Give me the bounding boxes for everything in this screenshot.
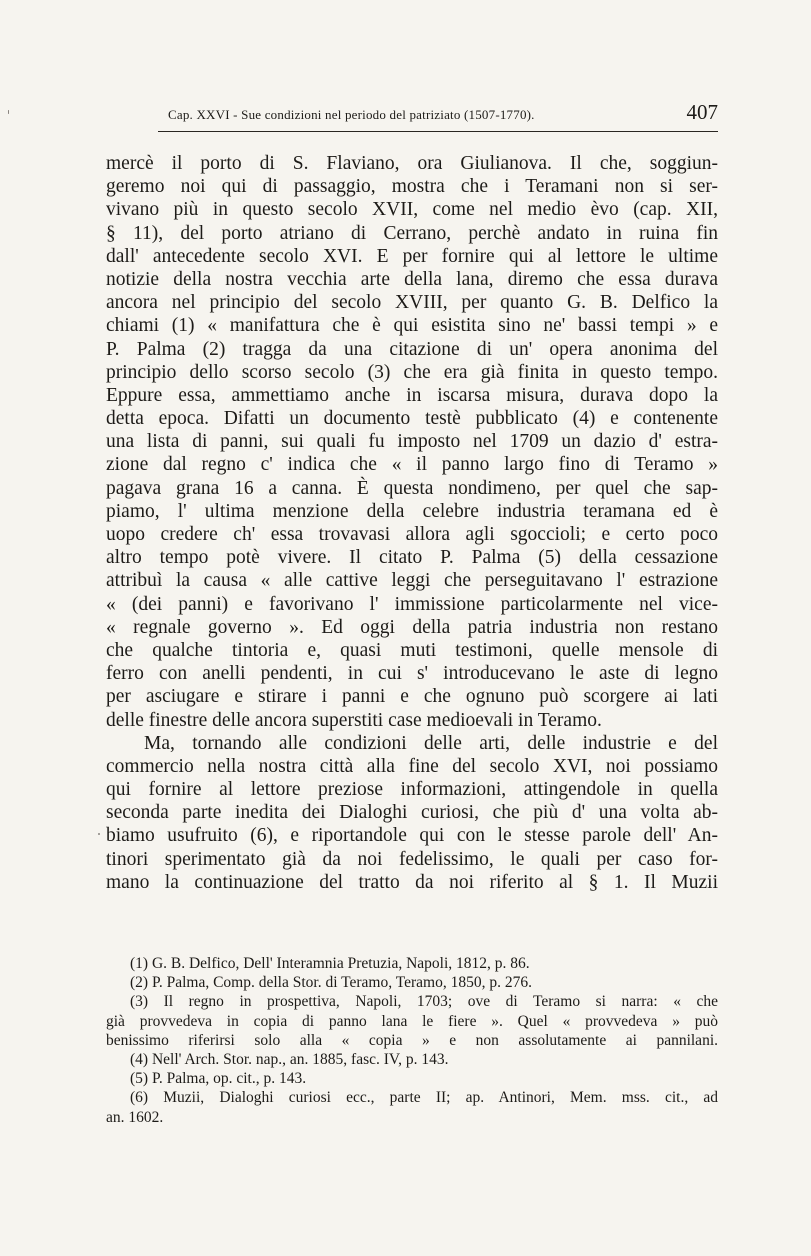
text-line: mano la continuazione del tratto da noi riferito al § 1. Il Muzii <box>106 871 718 893</box>
footnotes <box>106 954 718 1127</box>
body-text <box>106 152 718 894</box>
text-line: P. Palma (2) tragga da una citazione di un' opera anonima del <box>106 338 718 360</box>
text-line: « regnale governo ». Ed oggi della patria industria non restano <box>106 616 718 638</box>
header-rule <box>158 131 718 132</box>
text-line: chiami (1) « manifattura che è qui esistita sino ne' bassi tempi » e <box>106 315 718 337</box>
text-line: pagava grana 16 a canna. È questa nondimeno, per quel che sap- <box>106 477 718 499</box>
footnote-line: (5) P. Palma, op. cit., p. 143. <box>130 1070 307 1088</box>
footnote-line: an. 1602. <box>106 1108 164 1126</box>
text-line: una lista di panni, sui quali fu imposto nel 1709 un dazio d' estra- <box>106 431 718 453</box>
text-line: delle finestre delle ancora superstiti case medioevali in Teramo. <box>106 709 602 731</box>
chapter-title: Cap. XXVI - Sue condizioni nel periodo del patriziato (1507-1770). <box>168 107 535 122</box>
text-line: ancora nel principio del secolo XVIII, per quanto G. B. Delfico la <box>106 292 718 314</box>
text-line: Eppure essa, ammettiamo anche in iscarsa misura, durava dopo la <box>106 384 718 406</box>
text-line: vivano più in questo secolo XVII, come nel medio èvo (cap. XII, <box>106 199 718 221</box>
text-line: uopo credere ch' essa trovavasi allora agli sgoccioli; e certo poco <box>106 524 718 545</box>
footnote-line: benissimo riferirsi solo alla « copia » e non assolutamente ai pannilani. <box>106 1031 718 1049</box>
text-line: detta epoca. Difatti un documento testè pubblicato (4) e contenente <box>106 408 718 430</box>
text-line: notizie della nostra vecchia arte della lana, diremo che essa durava <box>106 268 718 290</box>
text-line: piamo, l' ultima menzione della celebre industria teramana ed è <box>106 500 718 522</box>
footnote-line: (3) Il regno in prospettiva, Napoli, 1703; ove di Teramo si narra: « che <box>130 993 718 1011</box>
text-line: § 11), del porto atriano di Cerrano, perchè andato in ruina fin <box>106 222 718 244</box>
text-line: dall' antecedente secolo XVI. E per fornire qui al lettore le ultime <box>106 245 718 267</box>
text-line: commercio nella nostra città alla fine del secolo XVI, noi possiamo <box>106 755 718 777</box>
paper-speck <box>8 110 9 114</box>
text-line: per asciugare e stirare i panni e che ognuno può scorgere ai lati <box>106 686 718 708</box>
text-line: zione dal regno c' indica che « il panno largo fino di Teramo » <box>106 454 718 476</box>
footnote-line: già provvedeva in copia di panno lana le fiere ». Quel « provvedeva » può <box>106 1012 718 1030</box>
text-line: geremo noi qui di passaggio, mostra che i Teramani non si ser- <box>106 176 718 198</box>
text-line: principio dello scorso secolo (3) che era già finita in questo tempo. <box>106 361 718 383</box>
running-header <box>168 100 718 128</box>
footnote-line: (2) P. Palma, Comp. della Stor. di Teramo, Teramo, 1850, p. 276. <box>130 974 532 992</box>
text-line: « (dei panni) e favorivano l' immissione particolarmente nel vice- <box>106 593 718 615</box>
text-line: ferro con anelli pendenti, in cui s' introducevano le aste di legno <box>106 663 718 685</box>
paper-speck <box>98 833 100 835</box>
text-line: Ma, tornando alle condizioni delle arti, delle industrie e del <box>144 732 718 754</box>
text-line: altro tempo potè vivere. Il citato P. Palma (5) della cessazione <box>106 547 718 569</box>
footnote-line: (6) Muzii, Dialoghi curiosi ecc., parte II; ap. Antinori, Mem. mss. cit., ad <box>130 1089 718 1107</box>
text-line: seconda parte inedita dei Dialoghi curiosi, che più d' una volta ab- <box>106 802 718 824</box>
text-line: tinori sperimentato già da noi fedelissimo, le quali per caso for- <box>106 848 718 870</box>
text-line: biamo usufruito (6), e riportandole qui con le stesse parole dell' An- <box>106 825 718 847</box>
footnote-line: (1) G. B. Delfico, Dell' Interamnia Pretuzia, Napoli, 1812, p. 86. <box>130 955 530 972</box>
page-number: 407 <box>686 100 718 124</box>
text-line: qui fornire al lettore preziose informazioni, attingendole in quella <box>106 779 718 801</box>
text-line: mercè il porto di S. Flaviano, ora Giulianova. Il che, soggiun- <box>106 153 718 174</box>
text-line: attribuì la causa « alle cattive leggi che perseguitavano l' estrazione <box>106 570 718 592</box>
footnote-line: (4) Nell' Arch. Stor. nap., an. 1885, fasc. IV, p. 143. <box>130 1050 449 1068</box>
text-line: che qualche tintoria e, quasi muti testimoni, quelle mensole di <box>106 639 718 661</box>
